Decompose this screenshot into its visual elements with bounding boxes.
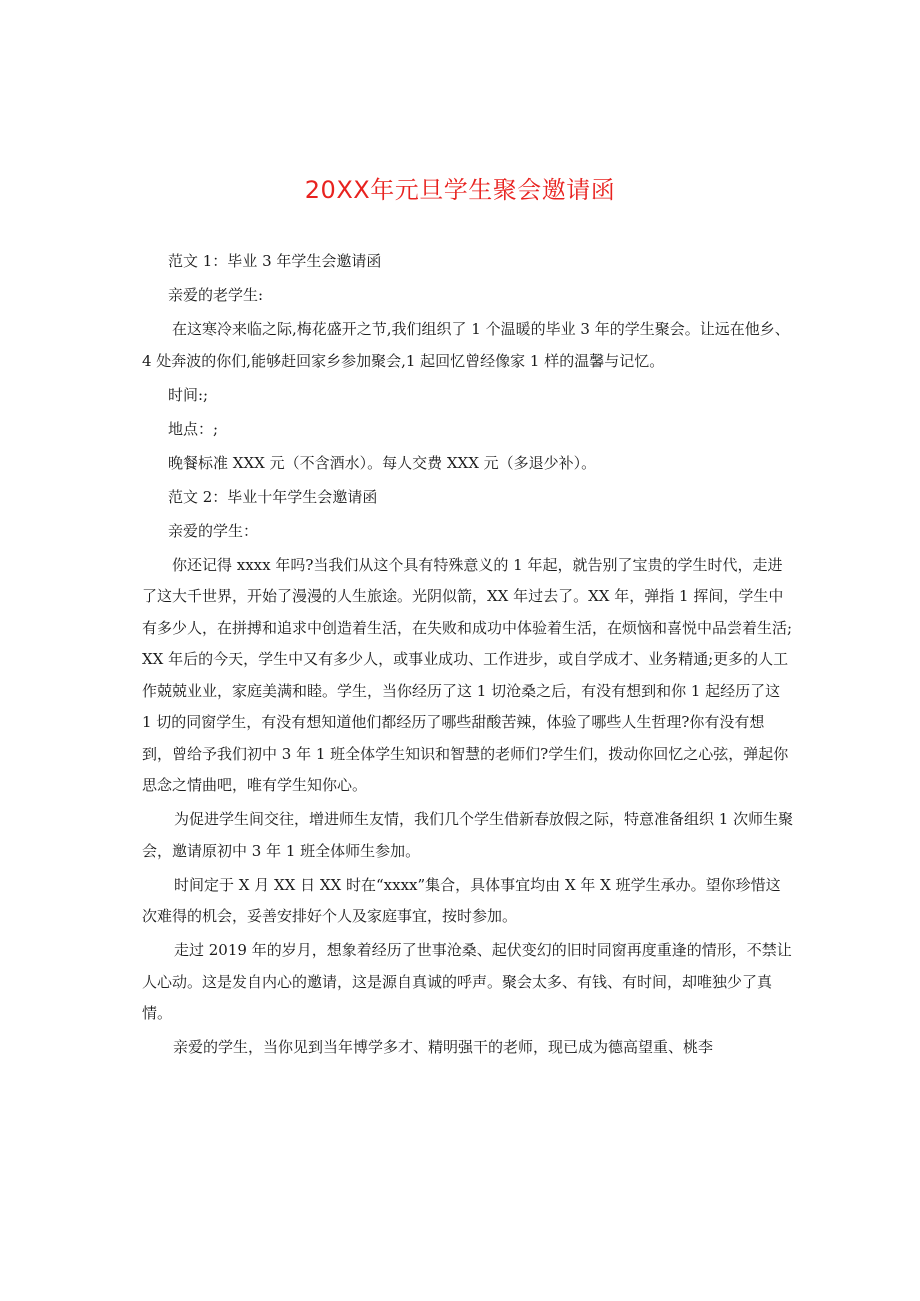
paragraph-invitation-1: 在这寒冷来临之际,梅花盛开之节,我们组织了 1 个温暖的毕业 3 年的学生聚会。让远在他乡、4 处奔波的你们,能够赶回家乡参加聚会,1 起回忆曾经像家 1 样的温馨与记忆。 <box>142 320 790 370</box>
paragraph-purpose: 为促进学生间交往，增进师生友情，我们几个学生借新春放假之际，特意准备组织 1 次师生聚会，邀请原初中 3 年 1 班全体师生参加。 <box>142 810 794 860</box>
paragraph-memories: 你还记得 xxxx 年吗?当我们从这个具有特殊意义的 1 年起，就告别了宝贵的学生时代，走进了这大千世界，开始了漫漫的人生旅途。光阴似箭，XX 年过去了。XX 年，弹指 1 挥间，学生中有多少人，在拼搏和追求中创造着生活，在失败和成功中体验着生活，在烦恼和喜悦中品尝着生活;XX 年后的今天，学生中又有多少人，或事业成功、工作进步，或自学成才、业务精通;更多的人工作兢兢业业，家庭美满和睦。学生，当你经历了这 1 切沧桑之后，有没有想到和你 1 起经历了这 1 切的同窗学生，有没有想知道他们都经历了哪些甜酸苦辣，体验了哪些人生哲理?你有没有想到，曾给予我们初中 3 年 1 班全体学生知识和智慧的老师们?学生们，拨动你回忆之心弦，弹起你思念之情曲吧，唯有学生知你心。 <box>142 555 793 794</box>
paragraph-greeting-2: 亲爱的学生： <box>168 521 259 540</box>
paragraph-dinner-standard: 晚餐标准 XXX 元（不含酒水）。每人交费 XXX 元（多退少补）。 <box>168 453 597 472</box>
paragraph-sample2-heading: 范文 2：毕业十年学生会邀请函 <box>168 487 378 506</box>
document-body <box>142 246 794 1066</box>
paragraph-sample1-heading: 范文 1：毕业 3 年学生会邀请函 <box>168 252 382 270</box>
document-title: 20XX年元旦学生聚会邀请函 <box>304 176 616 204</box>
paragraph-greeting-1: 亲爱的老学生: <box>168 286 264 304</box>
paragraph-time: 时间:; <box>168 385 209 404</box>
paragraph-schedule: 时间定于 X 月 XX 日 XX 时在“xxxx”集合，具体事宜均由 X 年 X 班学生承办。望你珍惜这次难得的机会，妥善安排好个人及家庭事宜，按时参加。 <box>142 875 781 925</box>
paragraph-reflection: 走过 2019 年的岁月，想象着经历了世事沧桑、起伏变幻的旧时同窗再度重逢的情形，不禁让人心动。这是发自内心的邀请，这是源自真诚的呼声。聚会太多、有钱、有时间，却唯独少了真情。 <box>142 941 792 1022</box>
paragraph-location: 地点：; <box>168 419 219 438</box>
paragraph-teachers: 亲爱的学生，当你见到当年博学多才、精明强干的老师，现已成为德高望重、桃李 <box>173 1038 714 1056</box>
